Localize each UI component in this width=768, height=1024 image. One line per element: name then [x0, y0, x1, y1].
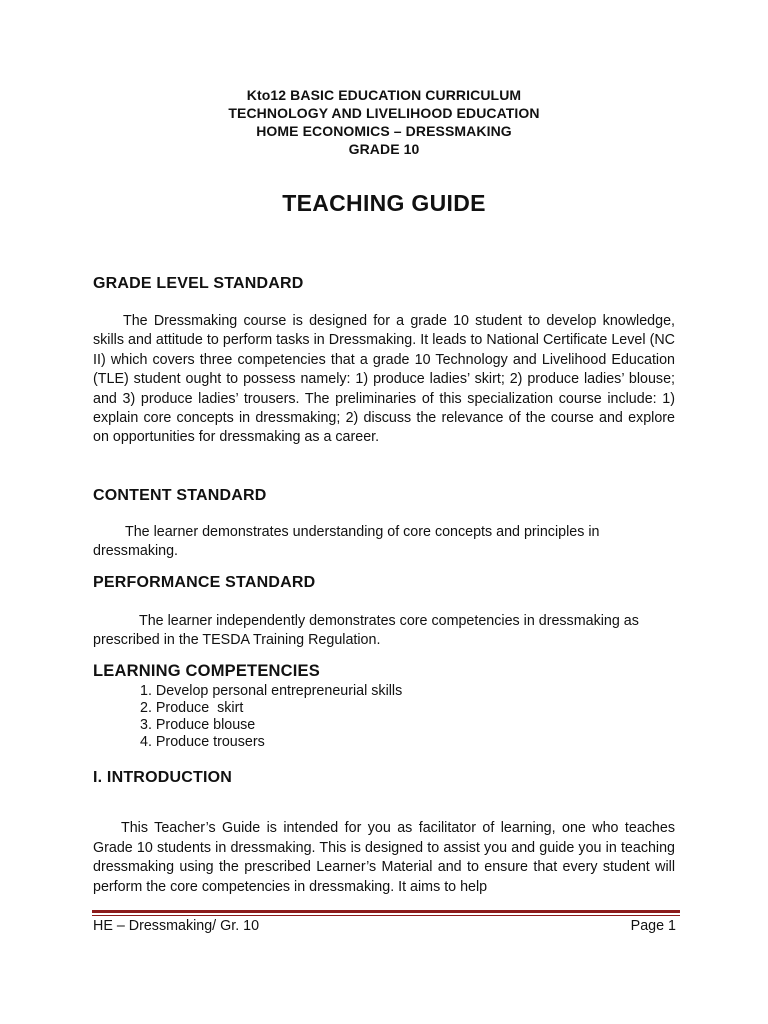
- list-item: 2. Produce skirt: [140, 700, 244, 716]
- performance-standard-paragraph: The learner independently demonstrates core competencies in dressmaking as prescribed in the TESDA Training Regulation.: [93, 613, 639, 649]
- competencies-list: [140, 683, 402, 751]
- footer-rule-thin: [92, 915, 680, 916]
- grade-level-paragraph: The Dressmaking course is designed for a grade 10 student to develop knowledge, skills and attitude to perform tasks in Dressmaking. It leads to National Certificate Level (NC II) which covers three competencies that a grade 10 Technology and Livelihood Education (TLE) student ought to possess namely: 1) produce ladies’ skirt; 2) produce ladies’ blouse; and 3) produce ladies’ trousers. The preliminaries of this specialization course include: 1) explain core concepts in dressmaking; 2) discuss the relevance of the course and explore on opportunities for dressmaking as a career.: [93, 313, 675, 446]
- footer-document-label: HE – Dressmaking/ Gr. 10: [93, 918, 260, 934]
- header-line-1: Kto12 BASIC EDUCATION CURRICULUM: [246, 87, 522, 103]
- footer-rule-thick: [92, 910, 680, 913]
- grade-level-heading: GRADE LEVEL STANDARD: [93, 275, 304, 292]
- introduction-paragraph: This Teacher’s Guide is intended for you as facilitator of learning, one who teaches Grade 10 students in dressmaking. This is designed to assist you and guide you in teaching dressmaking using the prescribed Learner’s Material and to ensure that every student will perform the core competencies in dressmaking. It aims to help: [93, 820, 675, 895]
- list-item: 3. Produce blouse: [140, 717, 256, 733]
- header-line-2: TECHNOLOGY AND LIVELIHOOD EDUCATION: [228, 105, 540, 121]
- list-item: 1. Develop personal entrepreneurial skills: [140, 683, 403, 699]
- footer-page-number: Page 1: [630, 918, 676, 934]
- content-standard-paragraph: The learner demonstrates understanding of core concepts and principles in dressmaking.: [93, 524, 600, 560]
- curriculum-header: [0, 86, 768, 158]
- page-title: TEACHING GUIDE: [282, 190, 486, 216]
- introduction-heading: I. INTRODUCTION: [93, 769, 232, 786]
- performance-standard-heading: PERFORMANCE STANDARD: [93, 574, 316, 591]
- list-item: 4. Produce trousers: [140, 734, 265, 750]
- content-standard-heading: CONTENT STANDARD: [93, 487, 267, 504]
- learning-competencies-heading: LEARNING COMPETENCIES: [93, 662, 320, 680]
- header-line-3: HOME ECONOMICS – DRESSMAKING: [256, 123, 512, 139]
- header-line-4: GRADE 10: [348, 141, 420, 157]
